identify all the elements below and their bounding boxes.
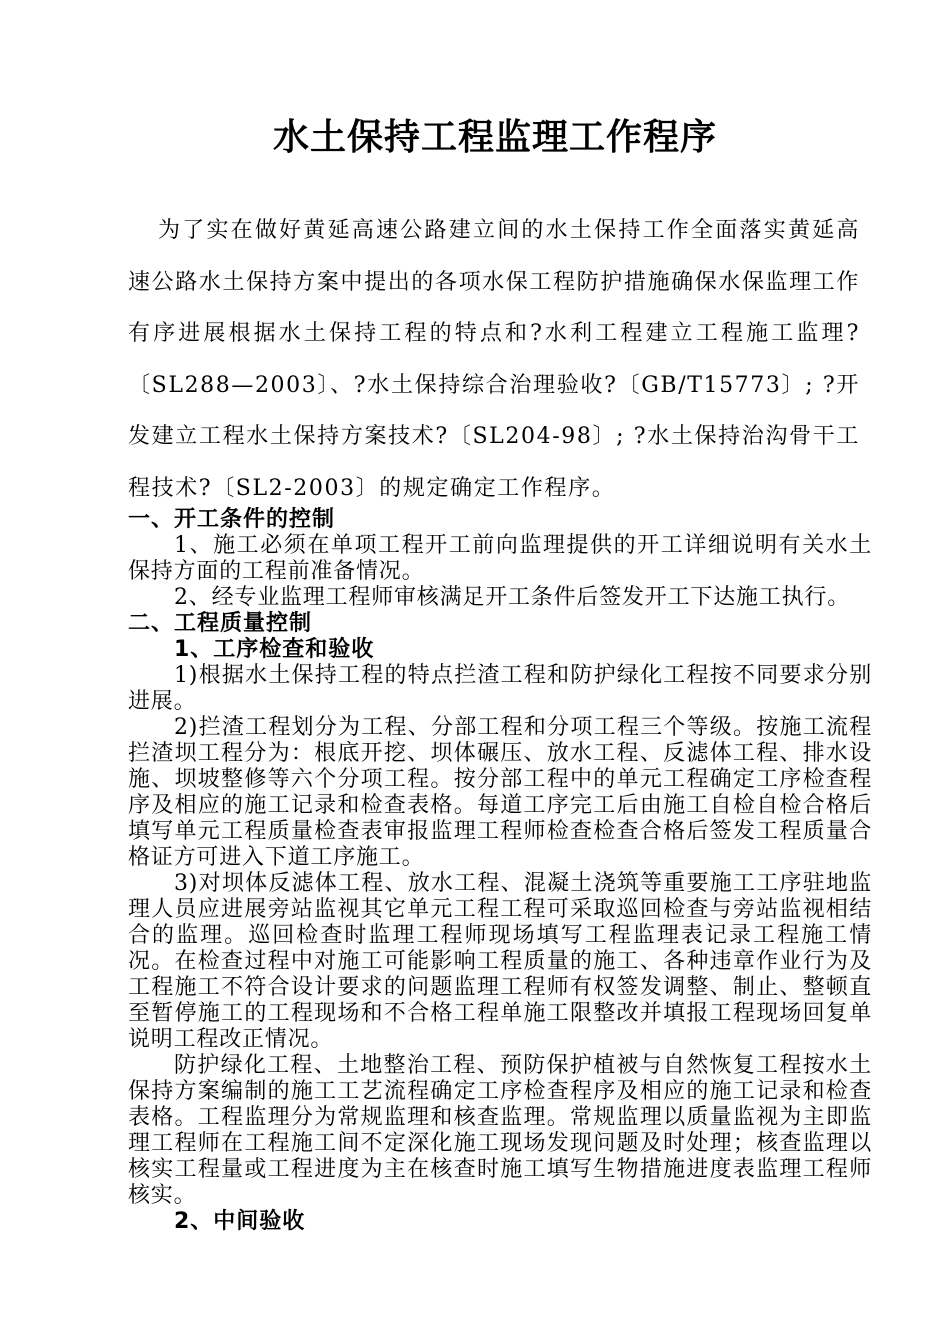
process-inspection-paragraph-1: 1)根据水土保持工程的特点拦渣工程和防护绿化工程按不同要求分别进展。 (128, 663, 872, 714)
process-inspection-paragraph-2: 2)拦渣工程划分为工程、分部工程和分项工程三个等级。按施工流程拦渣坝工程分为：根底开挖、坝体碾压、放水工程、反滤体工程、排水设施、坝坡整修等六个分项工程。按分部工程中的单元工程确定工序检查程序及相应的施工记录和检查表格。每道工序完工后由施工自检自检合格后填写单元工程质量检查表审报监理工程师检查检查合格后签发工程质量合格证方可进入下道工序施工。 (128, 715, 872, 870)
intro-paragraph: 为了实在做好黄延高速公路建立间的水土保持工作全面落实黄延高速公路水土保持方案中提出的各项水保工程防护措施确保水保监理工作有序进展根据水土保持工程的特点和?水利工程建立工程施工监理?〔SL288—2003〕、?水土保持综合治理验收?〔GB/T15773〕; ?开发建立工程水土保持方案技术?〔SL204-98〕; ?水土保持治沟骨干工程技术?〔SL2-2003〕的规定确定工作程序。 (128, 218, 860, 501)
section-heading-start-conditions: 一、开工条件的控制 (128, 507, 336, 532)
start-conditions-item-2: 2、经专业监理工程师审核满足开工条件后签发开工下达施工执行。 (174, 585, 850, 610)
section-heading-quality-control: 二、工程质量控制 (128, 611, 313, 636)
process-inspection-paragraph-4: 防护绿化工程、土地整治工程、预防保护植被与自然恢复工程按水土保持方案编制的施工工艺流程确定工序检查程序及相应的施工记录和检查表格。工程监理分为常规监理和核查监理。常规监理以质量监视为主即监理工程师在工程施工间不定深化施工现场发现问题及时处理；核查监理以核实工程量或工程进度为主在核查时施工填写生物措施进度表监理工程师核实。 (128, 1053, 872, 1208)
subsection-heading-intermediate-acceptance: 2、中间验收 (174, 1209, 306, 1234)
document-body (128, 507, 872, 1235)
document-title: 水土保持工程监理工作程序 (272, 117, 717, 158)
start-conditions-item-1: 1、施工必须在单项工程开工前向监理提供的开工详细说明有关水土保持方面的工程前准备情况。 (128, 533, 872, 584)
subsection-heading-process-inspection: 1、工序检查和验收 (174, 637, 375, 662)
process-inspection-paragraph-3: 3)对坝体反滤体工程、放水工程、混凝土浇筑等重要施工工序驻地监理人员应进展旁站监视其它单元工程工程可采取巡回检查与旁站监视相结合的监理。巡回检查时监理工程师现场填写工程监理表记录工程施工情况。在检查过程中对施工可能影响工程质量的施工、各种违章作业行为及工程施工不符合设计要求的问题监理工程师有权签发调整、制止、整顿直至暂停施工的工程现场和不合格工程单施工限整改并填报工程现场回复单说明工程改正情况。 (128, 871, 872, 1052)
